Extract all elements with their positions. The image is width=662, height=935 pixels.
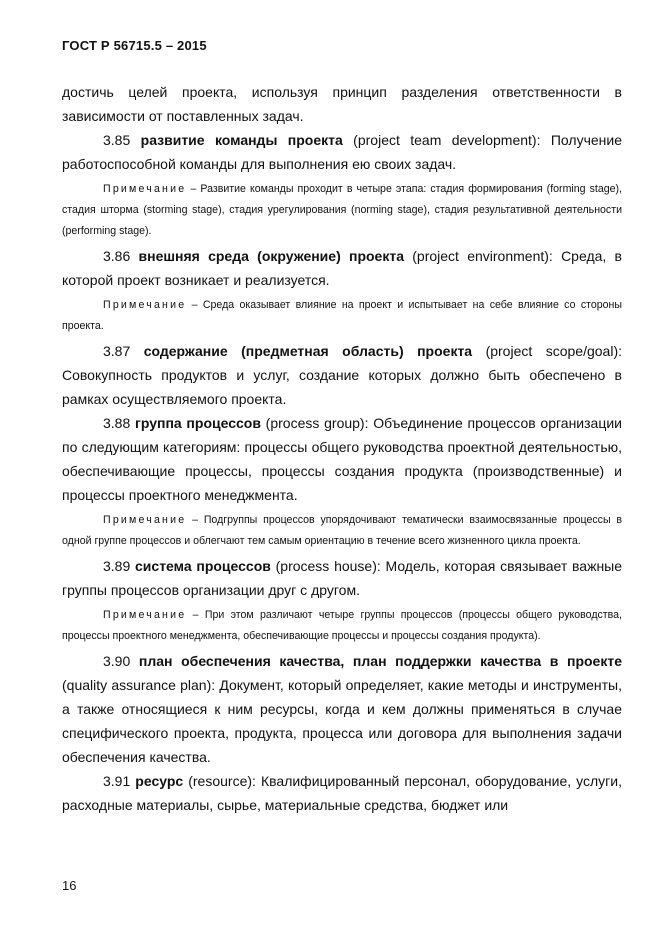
term-number: 3.87 (103, 343, 144, 359)
term-name: группа процессов (135, 415, 261, 431)
note-text: – Среда оказывает влияние на проект и испытывает на себе влияние со стороны проекта. (62, 299, 622, 332)
term-name: ресурс (135, 773, 184, 789)
term-3-87 (62, 339, 622, 411)
term-3-88 (62, 411, 622, 507)
note-3-86 (62, 295, 622, 337)
term-3-91 (62, 769, 622, 817)
note-3-85 (62, 179, 622, 242)
note-label: Примечание (103, 183, 187, 195)
note-label: Примечание (103, 609, 187, 621)
note-label: Примечание (103, 514, 187, 526)
term-number: 3.86 (103, 248, 139, 264)
continued-paragraph (62, 80, 622, 128)
note-3-88 (62, 510, 622, 552)
term-name: система процессов (135, 558, 271, 574)
term-definition: (project environment): Среда, в которой проект возникает и реализуется. (62, 248, 622, 288)
term-3-86 (62, 244, 622, 292)
term-definition: (resource): Квалифицированный персонал, оборудование, услуги, расходные материалы, сырье, материальные средства, бюджет или (62, 773, 622, 813)
document-body (62, 80, 622, 817)
note-3-89 (62, 605, 622, 647)
term-definition: (project team development): Получение работоспособной команды для выполнения ею своих задач. (62, 132, 622, 172)
term-definition: (process house): Модель, которая связывает важные группы процессов организации друг с другом. (62, 558, 623, 598)
term-3-89 (62, 554, 622, 602)
term-number: 3.85 (103, 132, 141, 148)
term-definition: (project scope/goal): Совокупность продуктов и услуг, создание которых должно быть обеспечено в рамках осуществляемого проекта. (62, 343, 622, 407)
note-text: – Развитие команды проходит в четыре этапа: стадия формирования (forming stage), стадия шторма (storming stage), стадия урегулирования (norming stage), стадия результативной деятельности (performing stage). (62, 183, 622, 237)
term-name: внешняя среда (окружение) проекта (138, 248, 404, 264)
note-text: – Подгруппы процессов упорядочивают тематически взаимосвязанные процессы в одной группе процессов и облегчают тем самым ориентацию в течение всего жизненного цикла проекта. (62, 514, 622, 547)
term-3-85 (62, 128, 622, 176)
term-definition: (quality assurance plan): Документ, который определяет, какие методы и инструменты, а также относящиеся к ним ресурсы, когда и кем должны применяться в случае специфического проекта, продукта, процесса или договора для выполнения задачи обеспечения качества. (62, 677, 622, 765)
term-number: 3.89 (103, 558, 136, 574)
page-number: 16 (62, 878, 77, 893)
term-definition: (process group): Объединение процессов организации по следующим категориям: процессы общего руководства проектной деятельностью, обеспечивающие процессы, процессы создания продукта (производственные) и процессы проектного менеджмента. (62, 415, 622, 503)
term-3-90 (62, 649, 622, 769)
term-name: план обеспечения качества, план поддержки качества в проекте (138, 653, 622, 669)
paragraph-text: достичь целей проекта, используя принцип разделения ответственности в зависимости от поставленных задач. (62, 84, 622, 124)
term-name: развитие команды проекта (140, 132, 343, 148)
term-number: 3.91 (103, 773, 136, 789)
term-number: 3.90 (103, 653, 139, 669)
note-text: – При этом различают четыре группы процессов (процессы общего руководства, процессы проектного менеджмента, обеспечивающие процессы и процессы создания продукта). (62, 609, 622, 642)
term-name: содержание (предметная область) проекта (143, 343, 473, 359)
document-header: ГОСТ Р 56715.5 – 2015 (62, 38, 207, 53)
note-label: Примечание (103, 299, 187, 311)
term-number: 3.88 (103, 415, 135, 431)
